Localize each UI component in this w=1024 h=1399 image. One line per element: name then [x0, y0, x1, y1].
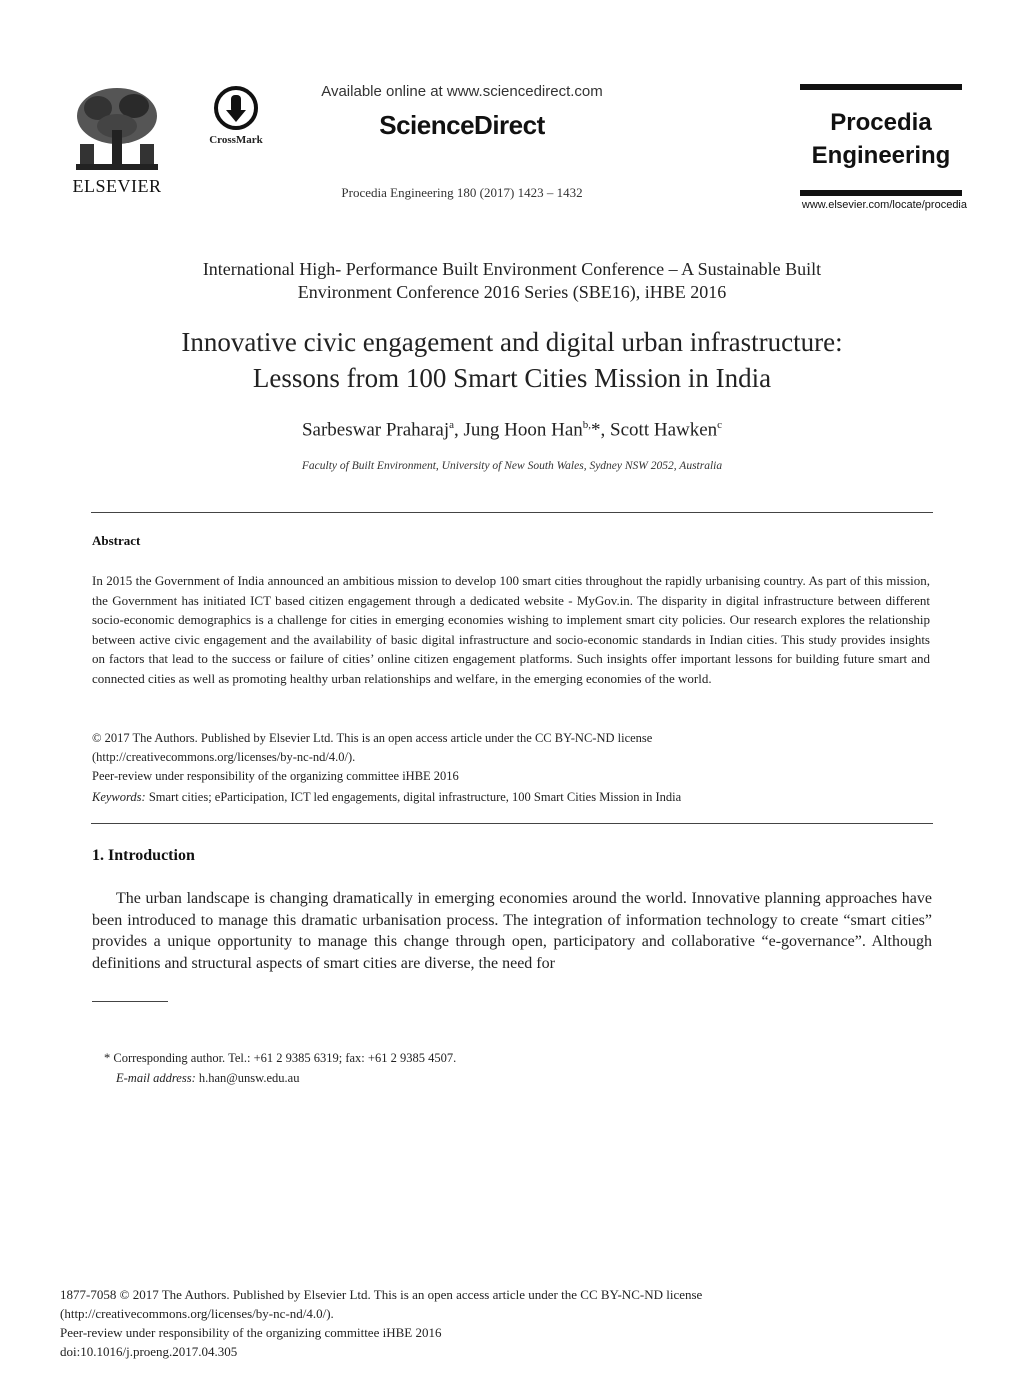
introduction-body: The urban landscape is changing dramatically in emerging economies around the world. Innovative planning approaches have been introduced to manage this dramatic urbanisation process. The integration of information technology to create “smart cities” provides a unique opportunity to manage this change through open, participatory and collaborative “e-governance”. Although definitions and structural aspects of smart cities are diverse, the need for: [92, 890, 932, 972]
doi-line[interactable]: doi:10.1016/j.proeng.2017.04.305: [60, 1344, 238, 1359]
peer-review-line: Peer-review under responsibility of the organizing committee iHBE 2016: [92, 769, 459, 783]
author-name: Scott Hawken: [610, 419, 718, 441]
author-name: Jung Hoon Han: [463, 419, 583, 441]
author-affil-mark: b,: [582, 419, 592, 431]
crossmark-label: CrossMark: [209, 134, 263, 146]
license-link[interactable]: (http://creativecommons.org/licenses/by-nc-nd/4.0/).: [92, 750, 356, 764]
divider: [91, 823, 933, 824]
journal-url: www.elsevier.com/locate/procedia: [801, 199, 967, 211]
conference-line1: International High- Performance Built Environment Conference – A Sustainable Built: [202, 259, 822, 279]
paper-title-line2: Lessons from 100 Smart Cities Mission in India: [252, 363, 772, 393]
email-address[interactable]: h.han@unsw.edu.au: [195, 1071, 300, 1085]
issn-copyright-line: 1877-7058 © 2017 The Authors. Published by Elsevier Ltd. This is an open access article under the CC BY-NC-ND license: [60, 1287, 703, 1302]
author-separator: ,: [600, 419, 611, 441]
crossmark-icon: [214, 86, 258, 130]
author-affil-mark: a: [449, 419, 455, 431]
bottom-peer-review: Peer-review under responsibility of the organizing committee iHBE 2016: [60, 1325, 442, 1340]
journal-title-line2: Engineering: [811, 142, 951, 169]
conference-name: [100, 258, 924, 304]
keywords-label: Keywords:: [92, 790, 146, 804]
footnote-divider: [92, 1001, 168, 1002]
email-note: [116, 1071, 300, 1086]
journal-title-line1: Procedia: [830, 109, 932, 136]
abstract-heading: Abstract: [92, 533, 141, 548]
keywords-list: Smart cities; eParticipation, ICT led engagements, digital infrastructure, 100 Smart Cities Mission in India: [145, 790, 682, 804]
conference-line2: Environment Conference 2016 Series (SBE16), iHBE 2016: [297, 282, 727, 302]
section-heading: 1. Introduction: [92, 847, 195, 864]
elsevier-logo: [66, 86, 168, 198]
journal-reference: Procedia Engineering 180 (2017) 1423 – 1432: [341, 185, 583, 200]
divider: [91, 512, 933, 513]
corresponding-author-note: * Corresponding author. Tel.: +61 2 9385 6319; fax: +61 2 9385 4507.: [104, 1051, 457, 1065]
paper-title: [90, 324, 934, 396]
author-affil-mark: c: [717, 419, 723, 431]
bottom-license-link[interactable]: (http://creativecommons.org/licenses/by-nc-nd/4.0/).: [60, 1306, 334, 1321]
elsevier-wordmark: ELSEVIER: [72, 176, 162, 196]
sciencedirect-logo: ScienceDirect: [379, 110, 545, 140]
abstract-body: In 2015 the Government of India announced an ambitious mission to develop 100 smart cities throughout the rapidly urbanising country. As part of this mission, the Government has initiated ICT based citizen engagement through a dedicated website - MyGov.in. The disparity in digital infrastructure between different socio-economic demographics is a challenge for cities in emerging economies wishing to implement smart city policies. Our research explores the relationship between active civic engagement and the availability of basic digital infrastructure and socio-economic standards in Indian cities. This study provides insights on factors that lead to the success or failure of cities’ online citizen engagement platforms. Such insights offer important lessons for building future smart and connected cities as well as promoting healthy urban relationships and welfare, in the emerging economies of the world.: [92, 573, 930, 686]
journal-title-box: [800, 84, 962, 198]
available-online-text: Available online at www.sciencedirect.com: [321, 83, 603, 100]
affiliation: Faculty of Built Environment, University of New South Wales, Sydney NSW 2052, Australia: [301, 460, 723, 472]
author-separator: ,: [454, 419, 464, 441]
paper-title-line1: Innovative civic engagement and digital urban infrastructure:: [181, 327, 843, 357]
author-name: Sarbeswar Praharaj: [301, 419, 450, 441]
journal-title-bottom-bar: [800, 190, 962, 196]
journal-title-top-bar: [800, 84, 962, 90]
copyright-line: © 2017 The Authors. Published by Elsevier Ltd. This is an open access article under the CC BY-NC-ND license: [92, 731, 653, 745]
journal-title: [800, 106, 962, 172]
author-list: [100, 419, 924, 441]
keywords-line: [92, 790, 932, 805]
elsevier-tree-icon: [68, 86, 166, 174]
corresponding-mark: *: [591, 419, 601, 441]
crossmark-badge[interactable]: [204, 86, 268, 152]
email-label: E-mail address:: [116, 1071, 196, 1085]
